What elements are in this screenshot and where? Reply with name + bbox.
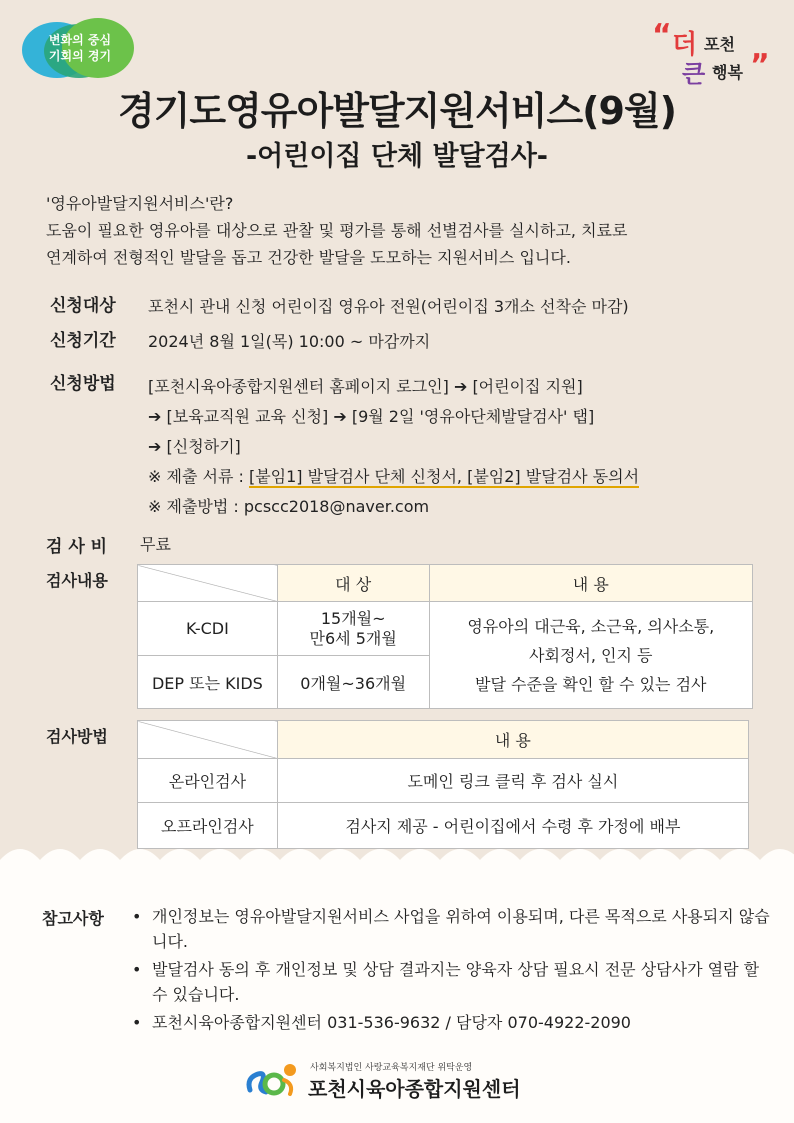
- fee-label: 검 사 비: [46, 537, 108, 557]
- reference-label: 참고사항: [42, 909, 104, 928]
- method-steps: [148, 372, 768, 522]
- method-label: 신청방법: [50, 374, 116, 394]
- reference-item-1: 개인정보는 영유아발달지원서비스 사업을 위하여 이용되며, 다른 목적으로 사용되지 않습니다.: [152, 907, 770, 951]
- quote-close: ”: [750, 48, 770, 83]
- fee-value: 무료: [140, 535, 171, 554]
- content-line1: 영유아의 대근육, 소근육, 의사소통,: [467, 616, 715, 636]
- table-row: [138, 602, 753, 656]
- list-item: [132, 957, 772, 1007]
- row1-name: K-CDI: [138, 602, 278, 656]
- table-row: [138, 565, 753, 602]
- method-docs: [148, 462, 768, 492]
- reference-list: [132, 904, 772, 1038]
- bullet: •: [132, 960, 142, 979]
- method-table-label: 검사방법: [46, 727, 108, 746]
- period-label: 신청기간: [50, 331, 116, 351]
- target-value: 포천시 관내 신청 어린이집 영유아 전원(어린이집 3개소 선착순 마감): [148, 297, 629, 316]
- row1-target-line2: 만6세 5개월: [309, 628, 397, 648]
- diagonal-cell: [138, 565, 278, 602]
- reference-item-3: 포천시육아종합지원센터 031-536-9632 / 담당자 070-4922-2090: [152, 1013, 631, 1032]
- bullet: •: [132, 1013, 142, 1032]
- quote-open: “: [652, 18, 672, 53]
- list-item: [132, 1010, 772, 1035]
- pocheon-slogan-logo: [652, 18, 772, 88]
- reference-item-2: 발달검사 동의 후 개인정보 및 상담 결과지는 양육자 상담 필요시 전문 상담사가 열람 할 수 있습니다.: [152, 960, 760, 1004]
- row1-target: [277, 602, 429, 656]
- row2-target: 0개월~36개월: [277, 656, 429, 709]
- page-title: 경기도영유아발달지원서비스(9월): [117, 89, 677, 133]
- diagonal-cell: [138, 721, 278, 759]
- intro-line2: 도움이 필요한 영유아를 대상으로 관찰 및 평가를 통해 선별검사를 실시하고, 치료로: [46, 221, 628, 240]
- bullet: •: [132, 907, 142, 926]
- method-table: [137, 720, 749, 849]
- intro-text: [46, 190, 766, 271]
- method-row2-name: 오프라인검사: [138, 803, 278, 849]
- gyeonggi-slogan-logo: [22, 18, 134, 80]
- head-target: 대 상: [277, 565, 429, 602]
- content-line3: 발달 수준을 확인 할 수 있는 검사: [475, 674, 707, 694]
- table-row: [138, 759, 749, 803]
- slogan-char-keun: 큰: [682, 60, 706, 88]
- method-step-1: [포천시육아종합지원센터 홈페이지 로그인] ➔ [어린이집 지원]: [148, 377, 583, 396]
- slogan-word-pocheon: 포천: [704, 35, 735, 54]
- page-subtitle: -어린이집 단체 발달검사-: [245, 141, 549, 172]
- list-item: [132, 904, 772, 954]
- target-label: 신청대상: [50, 296, 116, 316]
- footer-center-name: 포천시육아종합지원센터: [308, 1077, 521, 1101]
- table-row: [138, 721, 749, 759]
- head-content: 내 용: [429, 565, 752, 602]
- wave-edge: [0, 838, 794, 868]
- period-value: 2024년 8월 1일(목) 10:00 ~ 마감까지: [148, 332, 431, 351]
- content-line2: 사회정서, 인지 등: [529, 645, 653, 665]
- method-row1-name: 온라인검사: [138, 759, 278, 803]
- method-row1-content: 도메인 링크 클릭 후 검사 실시: [277, 759, 748, 803]
- slogan-line1: 변화의 중심: [48, 33, 112, 47]
- row2-name: DEP 또는 KIDS: [138, 656, 278, 709]
- method-head-content: 내 용: [277, 721, 748, 759]
- content-description: [429, 602, 752, 709]
- footer-logo: [244, 1058, 564, 1102]
- center-logo-icon: [244, 1060, 302, 1100]
- method-step-2: ➔ [보육교직원 교육 신청] ➔ [9월 2일 '영유아단체발달검사' 탭]: [148, 407, 595, 426]
- method-docs-prefix: ※ 제출 서류 :: [148, 467, 249, 486]
- method-row2-content: 검사지 제공 - 어린이집에서 수령 후 가정에 배부: [277, 803, 748, 849]
- method-step-3: ➔ [신청하기]: [148, 437, 241, 456]
- slogan-line2: 기회의 경기: [48, 49, 112, 63]
- slogan-word-haengbok: 행복: [712, 63, 743, 82]
- intro-line1: '영유아발달지원서비스'란?: [46, 194, 234, 213]
- intro-line3: 연계하여 전형적인 발달을 돕고 건강한 발달을 도모하는 지원서비스 입니다.: [46, 248, 571, 267]
- method-docs-value: [붙임1] 발달검사 단체 신청서, [붙임2] 발달검사 동의서: [248, 467, 640, 486]
- method-submit: ※ 제출방법 : pcscc2018@naver.com: [148, 497, 430, 516]
- slogan-char-deo: 더: [672, 30, 698, 60]
- row1-target-line1: 15개월~: [320, 608, 386, 628]
- footer-operator: 사회복지법인 사랑교육복지재단 위탁운영: [310, 1063, 473, 1073]
- content-table-label: 검사내용: [46, 571, 108, 590]
- content-table: [137, 564, 753, 709]
